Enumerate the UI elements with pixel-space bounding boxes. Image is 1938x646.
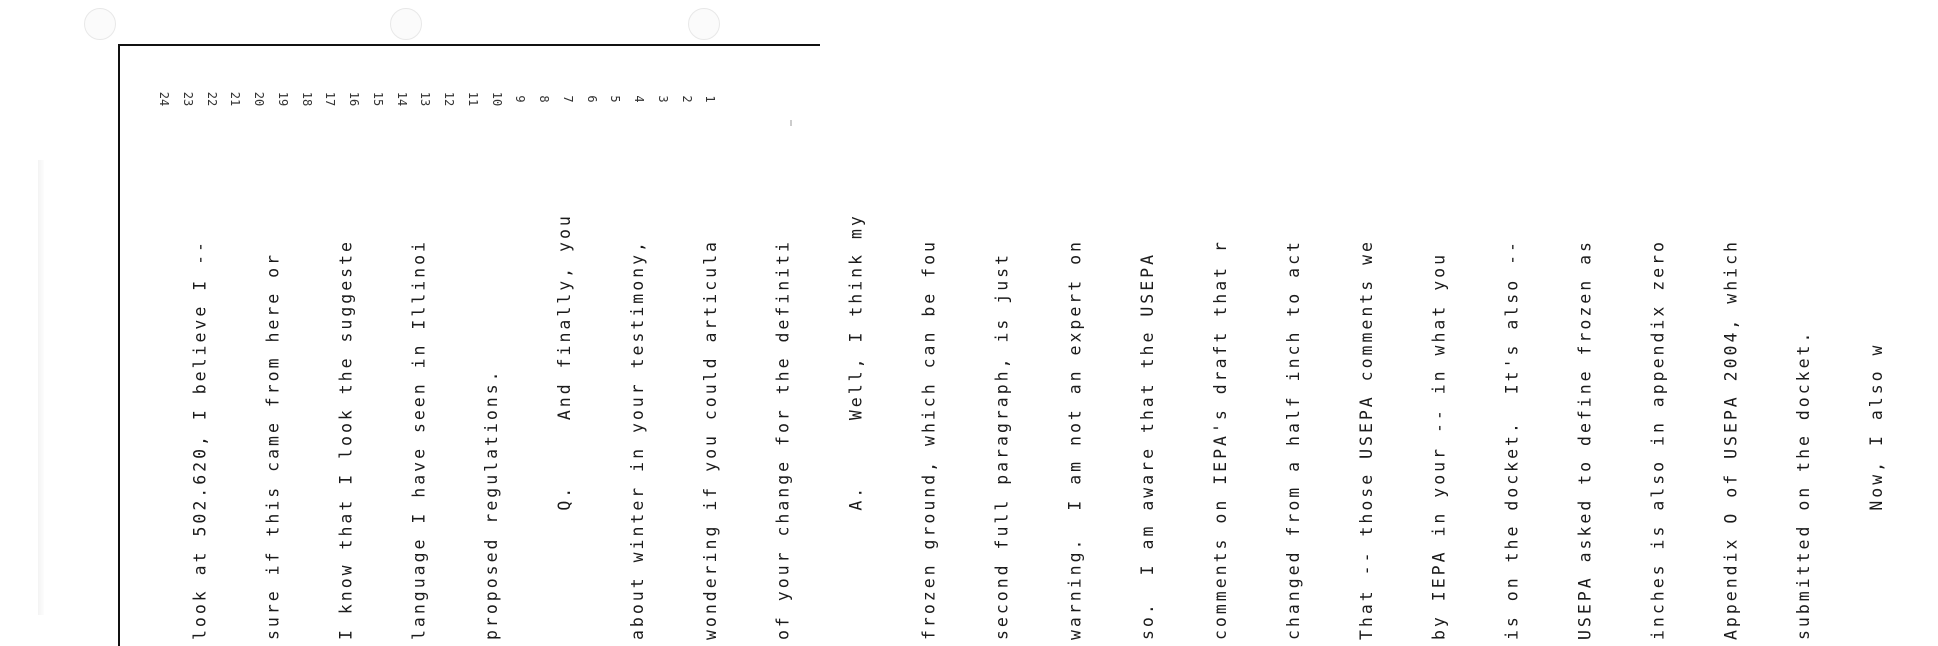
punch-hole-left [84,8,116,40]
line-number: 24 [156,91,171,107]
transcript-line: sure if this came from here or [263,251,283,640]
line-number: 19 [275,91,290,107]
line-number: 16 [346,91,361,107]
punch-hole-center [390,8,422,40]
transcript-line: A. Well, I think my [846,213,866,640]
transcript-line: of your change for the definiti [773,239,793,640]
line-number: 6 [584,95,599,103]
line-number: 14 [394,91,409,107]
transcript-page [118,44,1887,646]
transcript-line: is on the docket. It's also -- [1502,239,1522,640]
transcript-line: by IEPA in your -- in what you [1429,251,1449,640]
scan-mark [790,120,792,126]
transcript-line: language I have seen in Illinoi [409,239,429,640]
line-number: 7 [560,95,575,103]
line-number: 20 [251,91,266,107]
line-number: 23 [180,91,195,107]
line-number: 5 [608,95,623,103]
transcript-line: second full paragraph, is just [992,251,1012,640]
line-number: 4 [631,95,646,103]
line-number: 22 [204,91,219,107]
punch-hole-right [688,8,720,40]
line-number: 17 [323,91,338,107]
transcript-line: comments on IEPA's draft that r [1211,239,1231,640]
transcript-text [140,80,1887,640]
line-number: 15 [370,91,385,107]
transcript-line: frozen ground, which can be fou [919,239,939,640]
transcript-line: Q. And finally, you [555,213,575,640]
line-number: 2 [679,95,694,103]
line-number: 9 [513,95,528,103]
transcript-line: warning. I am not an expert on [1065,239,1085,640]
line-number: 21 [228,91,243,107]
transcript-line: so. I am aware that the USEPA [1138,251,1158,640]
transcript-line: inches is also in appendix zero [1648,239,1668,640]
transcript-line: about winter in your testimony, [627,239,647,640]
transcript-line: I know that I look the suggeste [336,239,356,640]
transcript-line: submitted on the docket. [1794,329,1814,640]
transcript-line: Appendix O of USEPA 2004, which [1721,239,1741,640]
line-number: 18 [299,91,314,107]
line-number: 1 [703,95,718,103]
line-number: 12 [441,91,456,107]
transcript-line: changed from a half inch to act [1283,239,1303,640]
line-number: 3 [655,95,670,103]
line-number: 10 [489,91,504,107]
transcript-line: That -- those USEPA comments we [1356,239,1376,640]
transcript-line: proposed regulations. [482,368,502,640]
transcript-line: USEPA asked to define frozen as [1575,239,1595,640]
line-number: 13 [418,91,433,107]
transcript-line: look at 502.620, I believe I -- [190,239,210,640]
transcript-line: Now, I also w [1867,342,1887,640]
transcript-line: wondering if you could articula [700,239,720,640]
line-number: 8 [536,95,551,103]
page-edge-shadow [38,160,44,615]
line-number: 11 [465,91,480,107]
